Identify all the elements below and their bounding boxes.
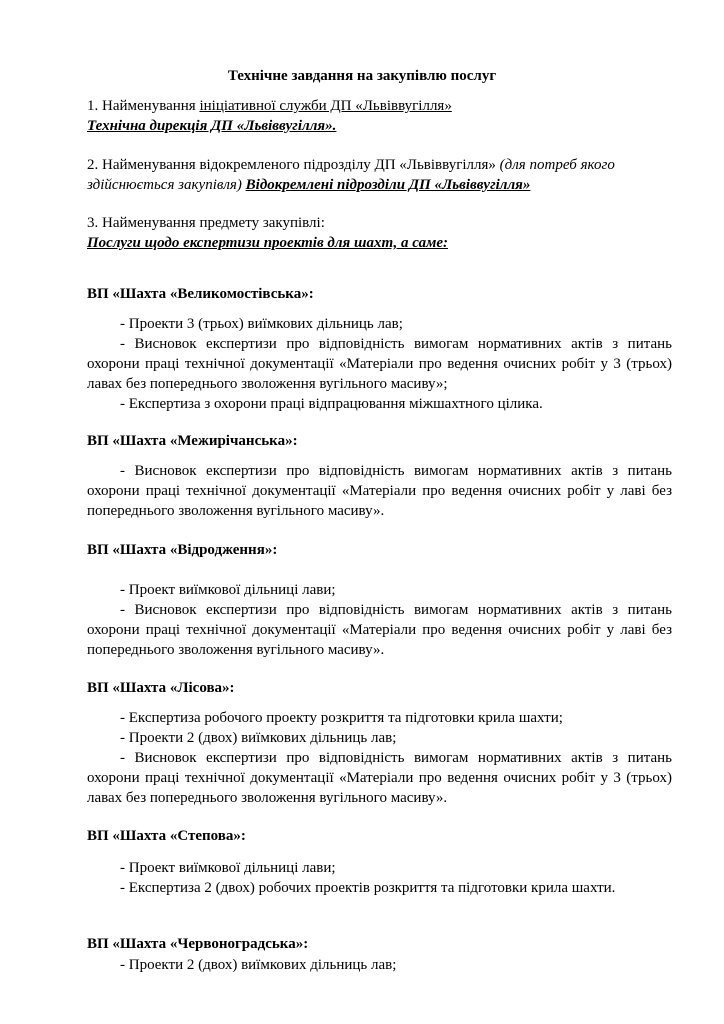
list-item: - Висновок експертизи про відповідність вимогам нормативних актів з питань охорони праці технічної документації «Матеріали про ведення очисних робіт у лаві без попереднього зволоження вугільного масиву». bbox=[87, 463, 672, 519]
mine-name: ВП «Шахта «Червоноградська»: bbox=[87, 936, 309, 952]
section-initiator bbox=[87, 96, 672, 136]
list-item: - Експертиза з охорони праці відпрацювання міжшахтного цілика. bbox=[120, 396, 543, 412]
mine-section bbox=[87, 431, 672, 451]
mine-items bbox=[87, 708, 672, 808]
mine-name: ВП «Шахта «Великомостівська»: bbox=[87, 286, 314, 302]
list-item: - Проекти 2 (двох) виїмкових дільниць лав; bbox=[120, 730, 397, 746]
section-subdivision bbox=[87, 155, 672, 195]
mine-section bbox=[87, 540, 672, 560]
mine-section bbox=[87, 284, 672, 304]
mine-items bbox=[87, 955, 672, 975]
mine-name: ВП «Шахта «Межирічанська»: bbox=[87, 433, 298, 449]
section1-prefix: 1. Найменування bbox=[87, 98, 200, 114]
mine-name: ВП «Шахта «Відродження»: bbox=[87, 542, 278, 558]
section1-service: ініціативної служби ДП «Львіввугілля» bbox=[199, 98, 452, 114]
list-item: - Проект виїмкової дільниці лави; bbox=[120, 582, 336, 598]
section-subject bbox=[87, 213, 672, 253]
list-item: - Експертиза робочого проекту розкриття та підготовки крила шахти; bbox=[120, 710, 563, 726]
section2-value: Відокремлені підрозділи ДП «Львіввугілля» bbox=[245, 177, 531, 193]
mine-section bbox=[87, 826, 672, 846]
mine-section bbox=[87, 934, 672, 954]
section3-text: 3. Найменування предмету закупівлі: bbox=[87, 215, 325, 231]
list-item: - Проект виїмкової дільниці лави; bbox=[120, 860, 336, 876]
document-title: Технічне завдання на закупівлю послуг bbox=[227, 68, 497, 84]
mine-items bbox=[87, 314, 672, 414]
mine-items bbox=[87, 858, 672, 898]
mine-items bbox=[87, 580, 672, 660]
mine-items bbox=[87, 461, 672, 521]
mine-name: ВП «Шахта «Степова»: bbox=[87, 828, 246, 844]
list-item: - Проекти 3 (трьох) виїмкових дільниць лав; bbox=[120, 316, 403, 332]
section1-value: Технічна дирекція ДП «Львіввугілля». bbox=[87, 118, 337, 134]
list-item: - Експертиза 2 (двох) робочих проектів розкриття та підготовки крила шахти. bbox=[120, 880, 616, 896]
section2-italic: (для потреб якого здійснюється закупівля) bbox=[87, 157, 615, 193]
list-item: - Проекти 2 (двох) виїмкових дільниць лав; bbox=[120, 957, 397, 973]
mine-name: ВП «Шахта «Лісова»: bbox=[87, 680, 235, 696]
section2-text: 2. Найменування відокремленого підрозділу ДП «Львіввугілля» bbox=[87, 157, 500, 173]
list-item: - Висновок експертизи про відповідність вимогам нормативних актів з питань охорони праці технічної документації «Матеріали про ведення очисних робіт у лаві без попереднього зволоження вугільного масиву». bbox=[87, 602, 672, 658]
list-item: - Висновок експертизи про відповідність вимогам нормативних актів з питань охорони праці технічної документації «Матеріали про ведення очисних робіт у 3 (трьох) лавах без попереднього зволоження вугільного масиву»; bbox=[87, 336, 672, 392]
section3-value: Послуги щодо експертизи проектів для шахт, а саме: bbox=[87, 235, 448, 251]
mine-section bbox=[87, 678, 672, 698]
list-item: - Висновок експертизи про відповідність вимогам нормативних актів з питань охорони праці технічної документації «Матеріали про ведення очисних робіт у 3 (трьох) лавах без попереднього зволоження вугільного масиву». bbox=[87, 750, 672, 806]
